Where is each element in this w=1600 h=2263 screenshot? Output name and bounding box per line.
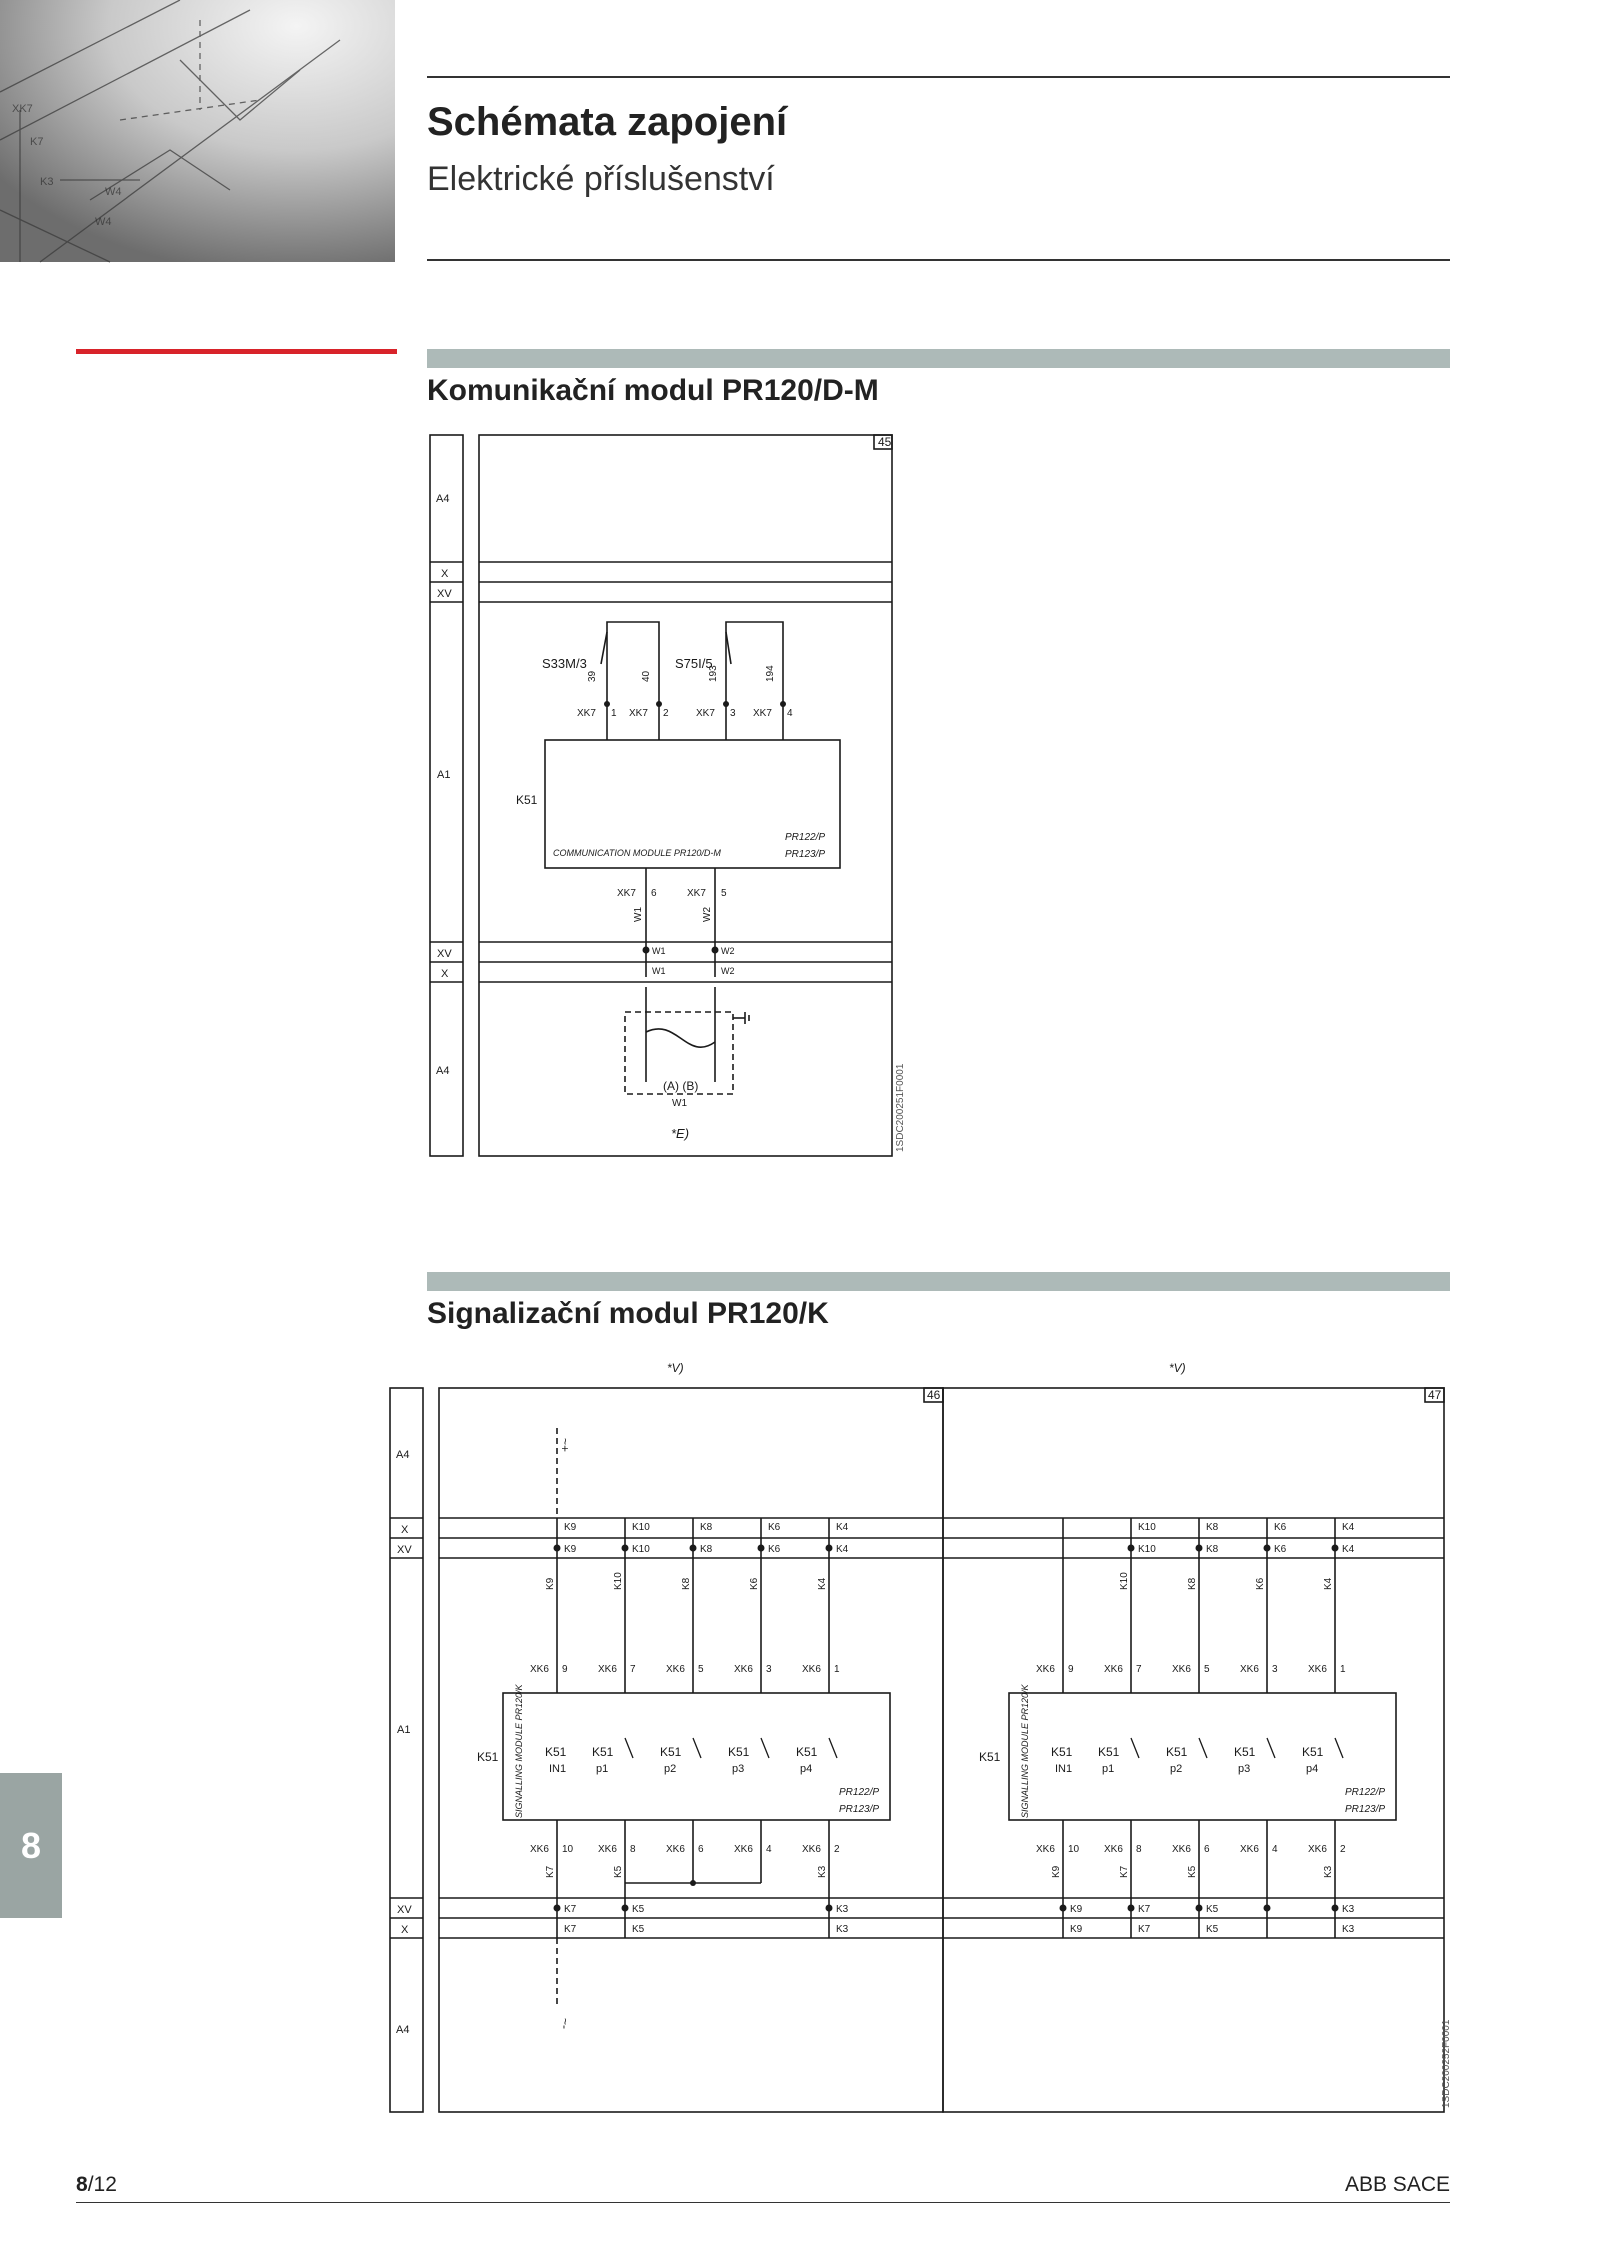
svg-text:K3: K3: [40, 176, 54, 188]
terminal-label: W2: [721, 946, 735, 956]
connector-label: XK6: [666, 1844, 685, 1855]
contact-label: p4: [800, 1763, 813, 1775]
svg-text:K7: K7: [30, 136, 44, 148]
wire-number: K9: [545, 1577, 556, 1590]
terminal-label: K4: [1342, 1544, 1355, 1555]
module-name: SIGNALLING MODULE PR120/K: [1020, 1684, 1030, 1818]
variant-label: PR122/P: [839, 1787, 880, 1798]
wire-number: K4: [817, 1577, 828, 1590]
connector-label: XK7: [617, 888, 636, 899]
terminal-label: W1: [652, 946, 666, 956]
terminal-label: K10: [1138, 1522, 1156, 1533]
bus-ab-label: (A) (B): [663, 1079, 699, 1093]
contact-label: p3: [1238, 1763, 1251, 1775]
contact-device: K51: [1098, 1745, 1120, 1759]
wire-number: K10: [613, 1572, 624, 1590]
terminal-label: K10: [632, 1522, 650, 1533]
connector-label: XK6: [1036, 1844, 1055, 1855]
pin-number: 8: [630, 1844, 636, 1855]
terminal-label: W2: [721, 966, 735, 976]
contact-device: K51: [592, 1745, 614, 1759]
wire-number: W2: [702, 907, 713, 922]
pin-number: 3: [1272, 1664, 1278, 1675]
connector-label: XK6: [1240, 1664, 1259, 1675]
connector-label: XK6: [1104, 1664, 1123, 1675]
page-title: Schémata zapojení: [427, 100, 788, 144]
footer-rule: [76, 2202, 1450, 2203]
section1-title: Komunikační modul PR120/D-M: [427, 374, 879, 407]
header-decorative-image: [0, 0, 395, 262]
terminal-label: K7: [1138, 1924, 1151, 1935]
contact-device: K51: [796, 1745, 818, 1759]
connector-label: XK6: [1240, 1844, 1259, 1855]
device-label: K51: [516, 793, 538, 807]
pin-number: 1: [1340, 1664, 1346, 1675]
variant-label: PR122/P: [1345, 1787, 1386, 1798]
pin-number: 5: [1204, 1664, 1210, 1675]
device-label: K51: [979, 1750, 1001, 1764]
terminal-label: K6: [768, 1544, 781, 1555]
terminal-label: K3: [836, 1924, 849, 1935]
contact-label: p2: [664, 1763, 677, 1775]
terminal-label: K10: [632, 1544, 650, 1555]
terminal-label: K4: [1342, 1522, 1355, 1533]
connector-label: XK6: [1104, 1844, 1123, 1855]
wire-number: K9: [1051, 1865, 1062, 1878]
pin-number: 5: [698, 1664, 704, 1675]
section2-title: Signalizační modul PR120/K: [427, 1297, 829, 1330]
section2-bar: [427, 1272, 1450, 1291]
diagram-note: *V): [1169, 1361, 1186, 1375]
terminal-label: K8: [1206, 1544, 1219, 1555]
pin-number: 10: [562, 1844, 574, 1855]
contact-label: IN1: [1055, 1763, 1073, 1775]
terminal-label: K9: [564, 1544, 577, 1555]
contact-label: IN1: [549, 1763, 567, 1775]
terminal-label: K3: [836, 1904, 849, 1915]
terminal-label: K3: [1342, 1924, 1355, 1935]
zone-label: A4: [396, 2024, 410, 2036]
contact-device: K51: [1234, 1745, 1256, 1759]
connector-label: XK6: [734, 1844, 753, 1855]
header-bottom-rule: [427, 259, 1450, 261]
pin-number: 7: [630, 1664, 636, 1675]
connector-label: XK6: [1036, 1664, 1055, 1675]
switch-label: S33M/3: [542, 656, 587, 671]
connector-label: XK6: [666, 1664, 685, 1675]
zone-label: X: [441, 568, 449, 580]
contact-device: K51: [1166, 1745, 1188, 1759]
terminal-label: K6: [1274, 1522, 1287, 1533]
contact-device: K51: [728, 1745, 750, 1759]
diagram-note: *V): [667, 1361, 684, 1375]
contact-device: K51: [545, 1745, 567, 1759]
wire-number: K6: [1255, 1577, 1266, 1590]
connector-label: XK6: [1172, 1664, 1191, 1675]
pin-number: 2: [1340, 1844, 1346, 1855]
contact-label: p4: [1306, 1763, 1319, 1775]
page-subtitle: Elektrické příslušenství: [427, 160, 775, 198]
terminal-label: K5: [632, 1924, 645, 1935]
connector-label: XK7: [753, 708, 772, 719]
terminal-label: K7: [1138, 1904, 1151, 1915]
supply-label: ~-: [558, 2018, 572, 2030]
connector-label: XK6: [1308, 1664, 1327, 1675]
wire-number: W1: [633, 907, 644, 922]
communication-module-diagram: [427, 432, 907, 1160]
page-number-total: /12: [87, 2173, 117, 2196]
wire-number: K3: [1323, 1865, 1334, 1878]
variant-label: PR123/P: [785, 849, 826, 860]
zone-label: XV: [397, 1544, 412, 1556]
contact-device: K51: [660, 1745, 682, 1759]
pin-number: 9: [562, 1664, 568, 1675]
variant-label: PR122/P: [785, 832, 826, 843]
wire-number: K5: [1187, 1865, 1198, 1878]
terminal-label: K4: [836, 1544, 849, 1555]
signalling-module-diagram: [387, 1358, 1450, 2116]
terminal-label: K5: [1206, 1904, 1219, 1915]
terminal-label: K3: [1342, 1904, 1355, 1915]
wire-number: K5: [613, 1865, 624, 1878]
footer-brand: ABB SACE: [1344, 2173, 1450, 2196]
wire-number: K10: [1119, 1572, 1130, 1590]
wire-number: 39: [587, 670, 598, 682]
connector-label: 5: [721, 888, 727, 899]
pin-number: 7: [1136, 1664, 1142, 1675]
terminal-label: K8: [1206, 1522, 1219, 1533]
wire-number: K4: [1323, 1577, 1334, 1590]
connector-label: XK7: [629, 708, 648, 719]
sheet-number: 45: [878, 435, 892, 449]
device-label: K51: [477, 1750, 499, 1764]
contact-label: p2: [1170, 1763, 1183, 1775]
connector-label: XK7: [687, 888, 706, 899]
sheet-number: 46: [927, 1388, 941, 1402]
header-top-rule: [427, 76, 1450, 78]
connector-label: XK6: [734, 1664, 753, 1675]
terminal-label: K8: [700, 1522, 713, 1533]
zone-label: A1: [397, 1724, 411, 1736]
connector-label: XK6: [530, 1844, 549, 1855]
wire-number: K8: [681, 1577, 692, 1590]
svg-text:XK7: XK7: [12, 103, 33, 115]
connector-label: 3: [730, 708, 736, 719]
pin-number: 4: [766, 1844, 772, 1855]
zone-label: XV: [397, 1904, 412, 1916]
pin-number: 9: [1068, 1664, 1074, 1675]
pin-number: 4: [1272, 1844, 1278, 1855]
connector-label: XK6: [802, 1844, 821, 1855]
terminal-label: K7: [564, 1924, 577, 1935]
pin-number: 8: [1136, 1844, 1142, 1855]
zone-label: XV: [437, 588, 452, 600]
connector-label: 2: [663, 708, 669, 719]
wire-number: 40: [641, 670, 652, 682]
contact-label: p3: [732, 1763, 745, 1775]
terminal-label: K9: [1070, 1924, 1083, 1935]
contact-label: p1: [596, 1763, 609, 1775]
connector-label: XK6: [598, 1844, 617, 1855]
connector-label: 4: [787, 708, 793, 719]
drawing-code: 1SDC200251F0001: [895, 1063, 906, 1152]
connector-label: 6: [651, 888, 657, 899]
connector-label: XK6: [802, 1664, 821, 1675]
terminal-label: K10: [1138, 1544, 1156, 1555]
wire-number: K7: [1119, 1865, 1130, 1878]
connector-label: XK6: [1308, 1844, 1327, 1855]
terminal-label: K6: [1274, 1544, 1287, 1555]
zone-label: X: [401, 1924, 409, 1936]
terminal-label: K9: [1070, 1904, 1083, 1915]
wire-number: K8: [1187, 1577, 1198, 1590]
terminal-label: K6: [768, 1522, 781, 1533]
connector-label: XK6: [530, 1664, 549, 1675]
connector-label: XK7: [577, 708, 596, 719]
wire-number: K3: [817, 1865, 828, 1878]
pin-number: 2: [834, 1844, 840, 1855]
pin-number: 10: [1068, 1844, 1080, 1855]
contact-device: K51: [1051, 1745, 1073, 1759]
wire-number: 194: [765, 665, 776, 682]
zone-label: A4: [396, 1449, 410, 1461]
zone-label: A4: [436, 1065, 450, 1077]
zone-label: XV: [437, 948, 452, 960]
svg-text:W4: W4: [95, 216, 112, 228]
contact-device: K51: [1302, 1745, 1324, 1759]
wire-number: 193: [708, 665, 719, 682]
sheet-number: 47: [1428, 1388, 1442, 1402]
wire-number: K6: [749, 1577, 760, 1590]
terminal-label: W1: [652, 966, 666, 976]
section1-bar: [427, 349, 1450, 368]
terminal-label: K5: [632, 1904, 645, 1915]
terminal-label: K5: [1206, 1924, 1219, 1935]
zone-label: A1: [437, 769, 451, 781]
terminal-label: K4: [836, 1522, 849, 1533]
zone-label: A4: [436, 493, 450, 505]
connector-label: XK6: [1172, 1844, 1191, 1855]
terminal-label: K9: [564, 1522, 577, 1533]
connector-label: 1: [611, 708, 617, 719]
page-number-current: 8: [76, 2173, 88, 2196]
switch-label: S75I/5: [675, 656, 713, 671]
module-name: SIGNALLING MODULE PR120/K: [514, 1684, 524, 1818]
pin-number: 6: [698, 1844, 704, 1855]
pin-number: 1: [834, 1664, 840, 1675]
drawing-code: 1SDC200252F0001: [1441, 2019, 1452, 2108]
connector-label: XK6: [598, 1664, 617, 1675]
terminal-label: K8: [700, 1544, 713, 1555]
terminal-label: K7: [564, 1904, 577, 1915]
chapter-tab: 8: [0, 1773, 62, 1918]
variant-label: PR123/P: [839, 1804, 880, 1815]
wire-number: K7: [545, 1865, 556, 1878]
pin-number: 6: [1204, 1844, 1210, 1855]
variant-label: PR123/P: [1345, 1804, 1386, 1815]
supply-label: ~+: [558, 1438, 572, 1453]
connector-label: XK7: [696, 708, 715, 719]
contact-label: p1: [1102, 1763, 1115, 1775]
page-number: [76, 2173, 117, 2197]
module-name: COMMUNICATION MODULE PR120/D-M: [553, 848, 721, 858]
bus-cable-label: W1: [672, 1098, 687, 1109]
accent-red-bar: [76, 349, 397, 354]
diagram-note: *E): [671, 1126, 690, 1141]
pin-number: 3: [766, 1664, 772, 1675]
zone-label: X: [401, 1524, 409, 1536]
svg-text:W4: W4: [105, 186, 122, 198]
zone-label: X: [441, 968, 449, 980]
